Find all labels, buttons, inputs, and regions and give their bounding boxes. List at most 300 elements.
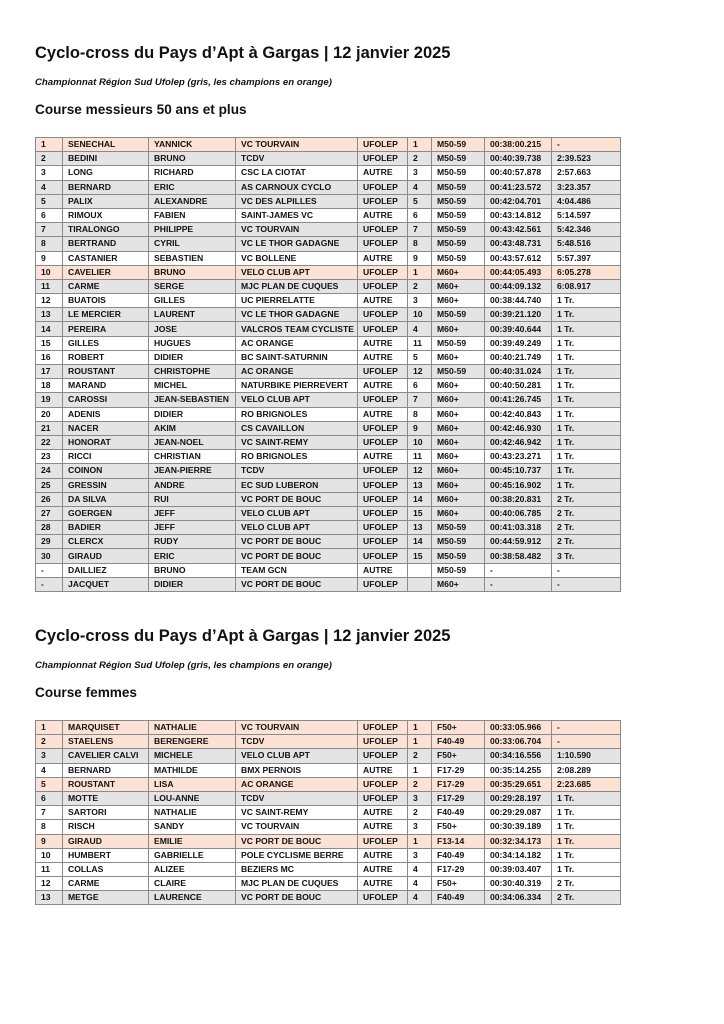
first-name-cell: CHRISTOPHE (149, 365, 236, 379)
category-position-cell: 4 (408, 877, 432, 891)
position-cell: 17 (36, 365, 63, 379)
club-cell: VC TOURVAIN (236, 820, 358, 834)
category-position-cell (408, 577, 432, 591)
federation-cell: UFOLEP (358, 237, 408, 251)
first-name-cell: GABRIELLE (149, 848, 236, 862)
first-name-cell: YANNICK (149, 138, 236, 152)
federation-cell: AUTRE (358, 336, 408, 350)
category-position-cell: 3 (408, 848, 432, 862)
club-cell: MJC PLAN DE CUQUES (236, 877, 358, 891)
last-name-cell: RICCI (63, 450, 149, 464)
race-heading: Course femmes (35, 685, 137, 700)
first-name-cell: MICHELE (149, 749, 236, 763)
category-cell: F13-14 (432, 834, 485, 848)
club-cell: VC DES ALPILLES (236, 194, 358, 208)
federation-cell: AUTRE (358, 820, 408, 834)
category-position-cell: 2 (408, 279, 432, 293)
first-name-cell: EMILIE (149, 834, 236, 848)
table-row (36, 350, 621, 364)
category-cell: M50-59 (432, 563, 485, 577)
category-position-cell: 13 (408, 478, 432, 492)
last-name-cell: CARME (63, 279, 149, 293)
time-cell: 00:43:48.731 (485, 237, 552, 251)
federation-cell: UFOLEP (358, 834, 408, 848)
category-cell: M60+ (432, 492, 485, 506)
table-row (36, 749, 621, 763)
category-position-cell: 15 (408, 549, 432, 563)
first-name-cell: JEFF (149, 521, 236, 535)
first-name-cell: ANDRE (149, 478, 236, 492)
gap-cell: 1 Tr. (552, 820, 621, 834)
table-row (36, 763, 621, 777)
federation-cell: UFOLEP (358, 180, 408, 194)
federation-cell: AUTRE (358, 350, 408, 364)
federation-cell: UFOLEP (358, 749, 408, 763)
club-cell: TCDV (236, 735, 358, 749)
last-name-cell: GIRAUD (63, 549, 149, 563)
table-row (36, 848, 621, 862)
federation-cell: AUTRE (358, 294, 408, 308)
club-cell: VC TOURVAIN (236, 721, 358, 735)
gap-cell: 3:23.357 (552, 180, 621, 194)
time-cell: 00:40:39.738 (485, 152, 552, 166)
first-name-cell: ERIC (149, 180, 236, 194)
gap-cell: 1 Tr. (552, 862, 621, 876)
category-cell: M50-59 (432, 365, 485, 379)
position-cell: 28 (36, 521, 63, 535)
first-name-cell: ALEXANDRE (149, 194, 236, 208)
category-position-cell: 15 (408, 506, 432, 520)
time-cell: 00:45:10.737 (485, 464, 552, 478)
last-name-cell: NACER (63, 421, 149, 435)
federation-cell: UFOLEP (358, 506, 408, 520)
federation-cell: AUTRE (358, 877, 408, 891)
table-row (36, 891, 621, 905)
gap-cell: - (552, 563, 621, 577)
position-cell: 5 (36, 777, 63, 791)
first-name-cell: JEAN-NOEL (149, 435, 236, 449)
time-cell: 00:39:21.120 (485, 308, 552, 322)
category-cell: M60+ (432, 265, 485, 279)
time-cell: 00:42:40.843 (485, 407, 552, 421)
first-name-cell: MATHILDE (149, 763, 236, 777)
gap-cell: 1 Tr. (552, 450, 621, 464)
club-cell: BMX PERNOIS (236, 763, 358, 777)
category-cell: M50-59 (432, 336, 485, 350)
gap-cell: 1 Tr. (552, 322, 621, 336)
time-cell: 00:45:16.902 (485, 478, 552, 492)
table-row (36, 336, 621, 350)
federation-cell: UFOLEP (358, 891, 408, 905)
federation-cell: AUTRE (358, 407, 408, 421)
time-cell: 00:41:26.745 (485, 393, 552, 407)
club-cell: EC SUD LUBERON (236, 478, 358, 492)
club-cell: VELO CLUB APT (236, 749, 358, 763)
category-position-cell: 3 (408, 791, 432, 805)
category-cell: M60+ (432, 393, 485, 407)
time-cell: 00:43:23.271 (485, 450, 552, 464)
category-position-cell: 9 (408, 251, 432, 265)
first-name-cell: ERIC (149, 549, 236, 563)
category-cell: F40-49 (432, 806, 485, 820)
category-position-cell: 6 (408, 208, 432, 222)
table-row (36, 308, 621, 322)
first-name-cell: LAURENT (149, 308, 236, 322)
category-position-cell: 12 (408, 464, 432, 478)
category-cell: M50-59 (432, 251, 485, 265)
federation-cell: AUTRE (358, 862, 408, 876)
gap-cell: - (552, 721, 621, 735)
category-position-cell: 1 (408, 721, 432, 735)
position-cell: 25 (36, 478, 63, 492)
time-cell: 00:38:00.215 (485, 138, 552, 152)
last-name-cell: COINON (63, 464, 149, 478)
time-cell: 00:44:59.912 (485, 535, 552, 549)
federation-cell: UFOLEP (358, 777, 408, 791)
category-position-cell: 2 (408, 806, 432, 820)
time-cell: 00:34:16.556 (485, 749, 552, 763)
time-cell: 00:40:31.024 (485, 365, 552, 379)
table-row (36, 223, 621, 237)
category-cell: M50-59 (432, 521, 485, 535)
federation-cell: UFOLEP (358, 223, 408, 237)
category-position-cell: 4 (408, 891, 432, 905)
table-row (36, 194, 621, 208)
club-cell: BC SAINT-SATURNIN (236, 350, 358, 364)
category-cell: M50-59 (432, 208, 485, 222)
last-name-cell: ROBERT (63, 350, 149, 364)
table-row (36, 365, 621, 379)
category-cell: M50-59 (432, 166, 485, 180)
position-cell: 9 (36, 251, 63, 265)
table-row (36, 478, 621, 492)
club-cell: VC TOURVAIN (236, 138, 358, 152)
position-cell: 5 (36, 194, 63, 208)
table-row (36, 492, 621, 506)
last-name-cell: ADENIS (63, 407, 149, 421)
time-cell: 00:39:40.644 (485, 322, 552, 336)
position-cell: 9 (36, 834, 63, 848)
first-name-cell: CLAIRE (149, 877, 236, 891)
federation-cell: UFOLEP (358, 265, 408, 279)
last-name-cell: GOERGEN (63, 506, 149, 520)
gap-cell: 4:04.486 (552, 194, 621, 208)
category-position-cell: 4 (408, 180, 432, 194)
position-cell: 4 (36, 763, 63, 777)
first-name-cell: JEFF (149, 506, 236, 520)
results-table-women (35, 720, 621, 905)
last-name-cell: RIMOUX (63, 208, 149, 222)
first-name-cell: RUDY (149, 535, 236, 549)
gap-cell: 1 Tr. (552, 834, 621, 848)
table-row (36, 208, 621, 222)
position-cell: 2 (36, 735, 63, 749)
table-row (36, 464, 621, 478)
table-row (36, 407, 621, 421)
category-cell: M60+ (432, 379, 485, 393)
category-cell: M50-59 (432, 308, 485, 322)
club-cell: AS CARNOUX CYCLO (236, 180, 358, 194)
table-row (36, 450, 621, 464)
position-cell: 6 (36, 208, 63, 222)
last-name-cell: CAVELIER CALVI (63, 749, 149, 763)
last-name-cell: SENECHAL (63, 138, 149, 152)
federation-cell: AUTRE (358, 379, 408, 393)
last-name-cell: TIRALONGO (63, 223, 149, 237)
federation-cell: UFOLEP (358, 791, 408, 805)
position-cell: 11 (36, 862, 63, 876)
category-cell: F17-29 (432, 763, 485, 777)
category-position-cell (408, 563, 432, 577)
position-cell: 14 (36, 322, 63, 336)
first-name-cell: SERGE (149, 279, 236, 293)
time-cell: 00:32:34.173 (485, 834, 552, 848)
time-cell: 00:40:06.785 (485, 506, 552, 520)
category-cell: M60+ (432, 350, 485, 364)
gap-cell: 2:39.523 (552, 152, 621, 166)
first-name-cell: BRUNO (149, 563, 236, 577)
club-cell: AC ORANGE (236, 777, 358, 791)
category-position-cell: 1 (408, 834, 432, 848)
time-cell: - (485, 577, 552, 591)
club-cell: NATURBIKE PIERREVERT (236, 379, 358, 393)
gap-cell: 2 Tr. (552, 506, 621, 520)
time-cell: 00:34:06.334 (485, 891, 552, 905)
last-name-cell: CASTANIER (63, 251, 149, 265)
club-cell: VC LE THOR GADAGNE (236, 237, 358, 251)
club-cell: TCDV (236, 464, 358, 478)
table-row (36, 862, 621, 876)
time-cell: 00:43:57.612 (485, 251, 552, 265)
category-cell: M60+ (432, 577, 485, 591)
last-name-cell: STAELENS (63, 735, 149, 749)
federation-cell: UFOLEP (358, 464, 408, 478)
gap-cell: 1 Tr. (552, 350, 621, 364)
championship-subtitle: Championnat Région Sud Ufolep (gris, les champions en orange) (35, 77, 332, 88)
position-cell: 19 (36, 393, 63, 407)
category-cell: F50+ (432, 877, 485, 891)
federation-cell: UFOLEP (358, 194, 408, 208)
federation-cell: UFOLEP (358, 152, 408, 166)
time-cell: 00:44:05.493 (485, 265, 552, 279)
club-cell: RO BRIGNOLES (236, 450, 358, 464)
position-cell: 16 (36, 350, 63, 364)
position-cell: 30 (36, 549, 63, 563)
position-cell: 12 (36, 294, 63, 308)
table-row (36, 265, 621, 279)
time-cell: 00:41:03.318 (485, 521, 552, 535)
club-cell: MJC PLAN DE CUQUES (236, 279, 358, 293)
table-row (36, 877, 621, 891)
federation-cell: UFOLEP (358, 435, 408, 449)
category-position-cell: 7 (408, 223, 432, 237)
gap-cell: 2:23.685 (552, 777, 621, 791)
position-cell: 15 (36, 336, 63, 350)
position-cell: 2 (36, 152, 63, 166)
club-cell: VC SAINT-REMY (236, 435, 358, 449)
position-cell: 26 (36, 492, 63, 506)
last-name-cell: BEDINI (63, 152, 149, 166)
category-cell: M50-59 (432, 535, 485, 549)
table-row (36, 820, 621, 834)
position-cell: 8 (36, 820, 63, 834)
first-name-cell: FABIEN (149, 208, 236, 222)
gap-cell: 1 Tr. (552, 308, 621, 322)
table-row (36, 435, 621, 449)
time-cell: 00:40:50.281 (485, 379, 552, 393)
club-cell: VELO CLUB APT (236, 393, 358, 407)
gap-cell: 6:08.917 (552, 279, 621, 293)
race-heading: Course messieurs 50 ans et plus (35, 102, 247, 117)
position-cell: 24 (36, 464, 63, 478)
last-name-cell: CLERCX (63, 535, 149, 549)
category-position-cell: 4 (408, 862, 432, 876)
category-cell: F50+ (432, 749, 485, 763)
position-cell: 1 (36, 138, 63, 152)
last-name-cell: GIRAUD (63, 834, 149, 848)
last-name-cell: DAILLIEZ (63, 563, 149, 577)
time-cell: 00:42:04.701 (485, 194, 552, 208)
club-cell: VELO CLUB APT (236, 506, 358, 520)
time-cell: 00:29:29.087 (485, 806, 552, 820)
time-cell: 00:40:57.878 (485, 166, 552, 180)
category-position-cell: 10 (408, 308, 432, 322)
club-cell: VC LE THOR GADAGNE (236, 308, 358, 322)
position-cell: 7 (36, 806, 63, 820)
last-name-cell: COLLAS (63, 862, 149, 876)
club-cell: VALCROS TEAM CYCLISTE (236, 322, 358, 336)
first-name-cell: DIDIER (149, 407, 236, 421)
club-cell: VELO CLUB APT (236, 265, 358, 279)
federation-cell: UFOLEP (358, 393, 408, 407)
federation-cell: AUTRE (358, 848, 408, 862)
federation-cell: UFOLEP (358, 521, 408, 535)
page-title: Cyclo-cross du Pays d’Apt à Gargas | 12 janvier 2025 (35, 627, 451, 645)
last-name-cell: MARAND (63, 379, 149, 393)
club-cell: SAINT-JAMES VC (236, 208, 358, 222)
gap-cell: 1 Tr. (552, 379, 621, 393)
category-cell: M50-59 (432, 138, 485, 152)
club-cell: CS CAVAILLON (236, 421, 358, 435)
club-cell: VC SAINT-REMY (236, 806, 358, 820)
category-cell: M50-59 (432, 223, 485, 237)
category-cell: M60+ (432, 294, 485, 308)
category-position-cell: 14 (408, 492, 432, 506)
first-name-cell: GILLES (149, 294, 236, 308)
club-cell: VELO CLUB APT (236, 521, 358, 535)
table-row (36, 379, 621, 393)
gap-cell: 2:57.663 (552, 166, 621, 180)
federation-cell: UFOLEP (358, 478, 408, 492)
gap-cell: 5:48.516 (552, 237, 621, 251)
women-section-header (35, 626, 625, 701)
federation-cell: UFOLEP (358, 421, 408, 435)
first-name-cell: DIDIER (149, 350, 236, 364)
category-position-cell: 1 (408, 763, 432, 777)
time-cell: 00:43:14.812 (485, 208, 552, 222)
time-cell: 00:33:06.704 (485, 735, 552, 749)
table-row (36, 506, 621, 520)
first-name-cell: HUGUES (149, 336, 236, 350)
club-cell: RO BRIGNOLES (236, 407, 358, 421)
gap-cell: - (552, 577, 621, 591)
federation-cell: AUTRE (358, 763, 408, 777)
gap-cell: 1 Tr. (552, 806, 621, 820)
position-cell: 22 (36, 435, 63, 449)
time-cell: 00:38:44.740 (485, 294, 552, 308)
position-cell: 3 (36, 749, 63, 763)
last-name-cell: BERTRAND (63, 237, 149, 251)
time-cell: 00:39:49.249 (485, 336, 552, 350)
first-name-cell: CYRIL (149, 237, 236, 251)
position-cell: 4 (36, 180, 63, 194)
time-cell: 00:41:23.572 (485, 180, 552, 194)
gap-cell: 2 Tr. (552, 492, 621, 506)
category-cell: F17-29 (432, 777, 485, 791)
time-cell: 00:29:28.197 (485, 791, 552, 805)
last-name-cell: BUATOIS (63, 294, 149, 308)
first-name-cell: SEBASTIEN (149, 251, 236, 265)
category-position-cell: 2 (408, 749, 432, 763)
gap-cell: 5:42.346 (552, 223, 621, 237)
category-cell: M60+ (432, 421, 485, 435)
time-cell: 00:30:39.189 (485, 820, 552, 834)
category-cell: F40-49 (432, 735, 485, 749)
last-name-cell: PALIX (63, 194, 149, 208)
last-name-cell: RISCH (63, 820, 149, 834)
gap-cell: 5:57.397 (552, 251, 621, 265)
position-cell: - (36, 563, 63, 577)
table-row (36, 834, 621, 848)
gap-cell: 1 Tr. (552, 336, 621, 350)
category-position-cell: 10 (408, 435, 432, 449)
category-position-cell: 8 (408, 237, 432, 251)
table-row (36, 152, 621, 166)
club-cell: VC PORT DE BOUC (236, 492, 358, 506)
category-position-cell: 1 (408, 735, 432, 749)
time-cell: 00:43:42.561 (485, 223, 552, 237)
club-cell: TCDV (236, 791, 358, 805)
first-name-cell: LOU-ANNE (149, 791, 236, 805)
table-row (36, 180, 621, 194)
results-table-men (35, 137, 621, 592)
position-cell: 20 (36, 407, 63, 421)
club-cell: AC ORANGE (236, 336, 358, 350)
first-name-cell: BRUNO (149, 152, 236, 166)
gap-cell: 2 Tr. (552, 521, 621, 535)
federation-cell: UFOLEP (358, 735, 408, 749)
gap-cell: 1 Tr. (552, 478, 621, 492)
federation-cell: UFOLEP (358, 308, 408, 322)
time-cell: 00:39:03.407 (485, 862, 552, 876)
gap-cell: 3 Tr. (552, 549, 621, 563)
first-name-cell: ALIZEE (149, 862, 236, 876)
category-cell: M50-59 (432, 549, 485, 563)
time-cell: 00:40:21.749 (485, 350, 552, 364)
category-position-cell: 14 (408, 535, 432, 549)
gap-cell: 1 Tr. (552, 848, 621, 862)
first-name-cell: MICHEL (149, 379, 236, 393)
position-cell: 13 (36, 891, 63, 905)
table-row (36, 735, 621, 749)
category-position-cell: 5 (408, 194, 432, 208)
last-name-cell: CAROSSI (63, 393, 149, 407)
table-row (36, 791, 621, 805)
table-row (36, 294, 621, 308)
club-cell: TCDV (236, 152, 358, 166)
gap-cell: 2:08.289 (552, 763, 621, 777)
federation-cell: AUTRE (358, 806, 408, 820)
